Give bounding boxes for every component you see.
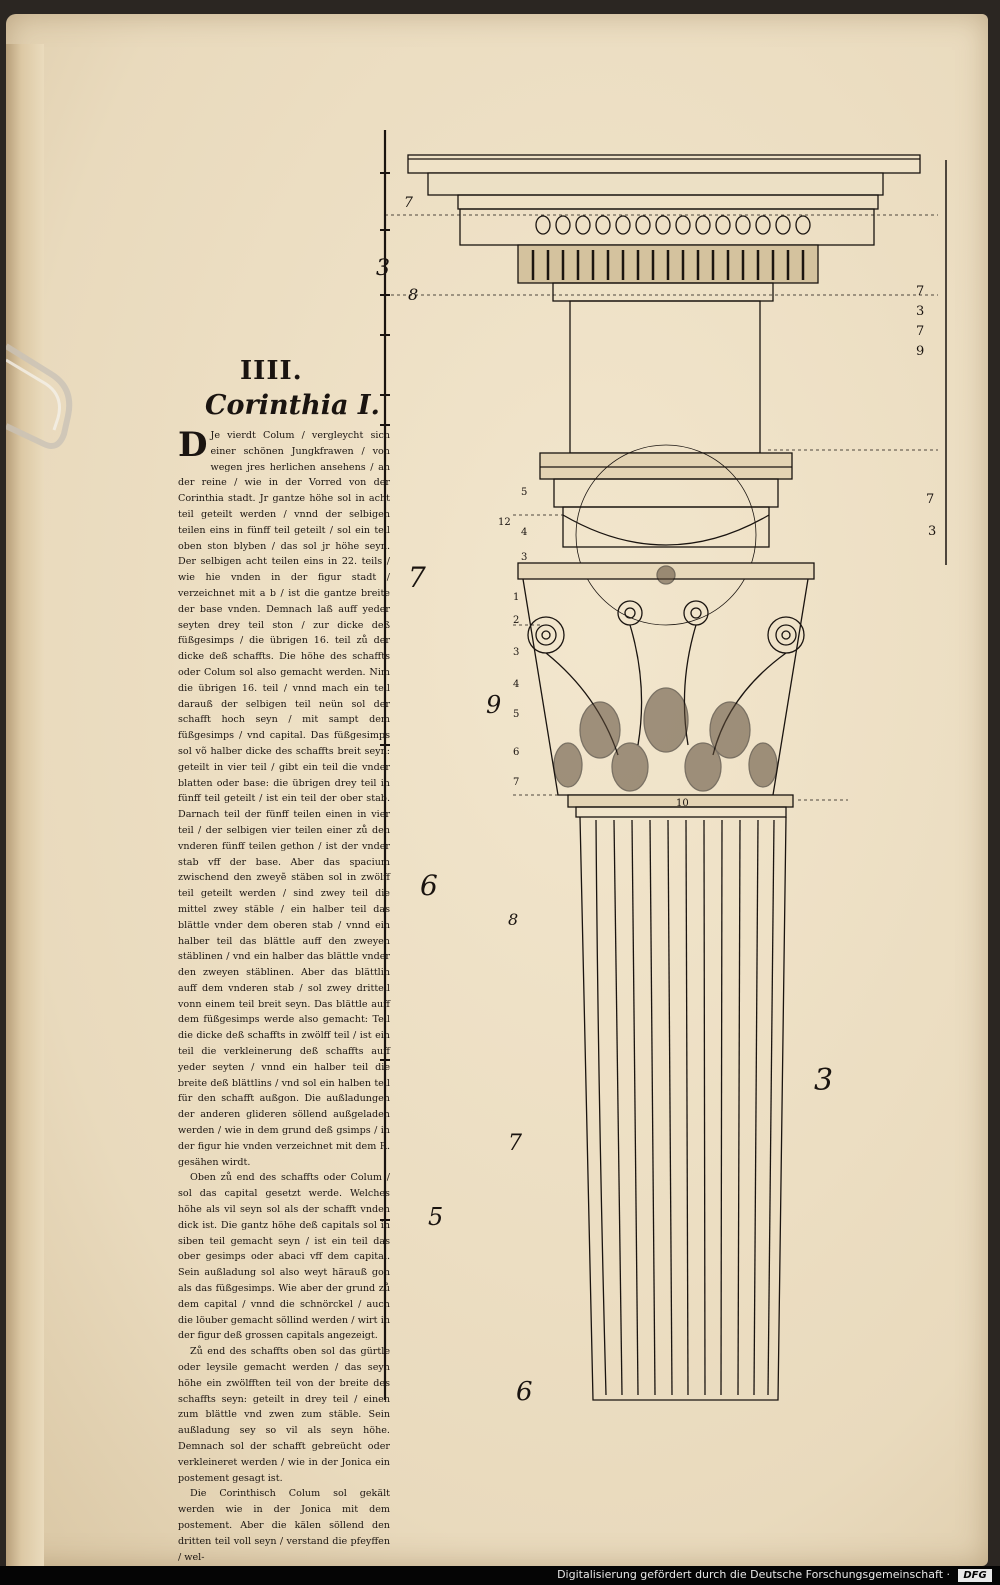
capital-label-6: 6 xyxy=(513,747,520,758)
pedestal-label-5: 5 xyxy=(521,487,528,498)
paragraph-1-text: Je vierdt Colum / vergleycht sich einer schönen Jungkfrawen / von wegen jres herlichen ansehens / an der reine / wie in der Vorred von der Corinthia stadt. Jr gantze höhe sol in acht teil geteilt werden / vnnd der selbigen teilen eins in fünff teil geteilt / sol ein teil oben ston blyben / das sol jr höhe seyn. Der selbigen acht teilen eins in 22. teils / wie hie vnden in der figur stadt / verzeichnet mit a b / ist die gantze breite der base vnden. Demnach laß auff yeder seyten drey teil ston / zur dicke deß füßgesimps / die übrigen 16. teil zů der dicke deß schaffts. Die höhe des schaffts oder Colum sol also gemacht werden. Nim die übrigen 16. teil / vnnd mach ein teil darauß der selbigen teil neün sol der schafft hoch seyn / mit sampt dem füßgesimps / vnd capital. Das füßgesimps sol võ halber dicke des schaffts breit seyn: geteilt in vier teil / gibt ein teil die vnder blatten oder base: die übrigen drey teil in fünff teil geteilt / ist ein teil der ober stab. Darnach teil der fünff teilen einen in vier teil / der selbigen vier teilen einer zů den vnderen fünff teilen gethon / ist der vnder stab vff der base. Aber das spacium zwischend den zweyẽ stäben sol in zwölff teil geteilt werden / sind zwey teil die mittel zwey stäble / ein halber teil das blättle vnder dem oberen stab / vnnd ein halber teil das blättle auff den zweyen stäblinen / vnd ein halber das blättle vnder den zweyen stäblinen. Aber das blättlin auff dem vnderen stab / sol zwey dritteil vonn einem teil breit seyn. Das blättle auff dem füßgesimps werde also gemacht: Teil die dicke deß schaffts in zwölff teil / ist ein teil die verkleinerung deß schaffts auff yeder seyten / vnnd ein halber teil die breite deß blättlins / vnd sol ein halben teil für den schafft außgon. Die außladungen der anderen glideren söllend außgeladen werden / wie in dem grund deß gsimps / in der figur hie vnden verzeichnet mit dem R. gesähen wirdt. xyxy=(178,430,390,1168)
scale-label-left-1: 7 xyxy=(404,195,413,211)
scale-label-left-5: 9 xyxy=(486,691,502,719)
paragraph-4: Die Corinthisch Colum sol gekält werden wie in der Jonica mit dem postement. Aber die kälen söllend den dritten teil voll seyn / verstand die pfeyffen / wel- xyxy=(178,1488,390,1563)
footer-bar xyxy=(0,1566,1000,1585)
paragraph-2: Oben zů end des schaffts oder Colum / sol das capital gesetzt werde. Welches höhe als vil seyn sol als der schafft vnden dick ist. Die gantz höhe deß capitals sol in siben teil gemacht seyn / ist ein teil das ober gesimps oder abaci vff dem capital. Sein außladung sol also weyt härauß gon als das füßgesimps. Wie aber der grund zů dem capital / vnnd die schnörckel / auch die löuber gemacht söllind werden / wirt in der figur deß grossen capitals angezeigt. xyxy=(178,1172,390,1342)
drop-cap: D xyxy=(178,425,208,465)
scale-label-right-3: 3 xyxy=(814,1063,834,1098)
page-edge-stack xyxy=(6,44,44,1574)
capital-label-3: 3 xyxy=(513,647,520,658)
capital-label-1: 1 xyxy=(513,592,520,603)
dfg-logo-icon: DFG xyxy=(958,1569,992,1582)
scale-label-left-9: 7 xyxy=(508,1131,522,1156)
scale-label-left-11: 6 xyxy=(516,1377,533,1407)
scale-label-left-4: 7 xyxy=(408,561,426,594)
scale-label-right-e: 7 xyxy=(926,492,935,507)
scale-label-right-f: 3 xyxy=(928,524,937,539)
body-text xyxy=(178,425,390,1565)
page-clip-icon xyxy=(6,326,76,456)
paragraph-1 xyxy=(178,425,390,1170)
chapter-number: IIII. xyxy=(240,356,303,386)
scale-label-right-d: 9 xyxy=(916,344,925,359)
paragraph-3: Zů end des schaffts oben sol das gürtle oder leysile gemacht werden / das seyn höhe ein zwölfften teil von der breite des schaffts seyn: geteilt in drey teil / einen zum blättle vnd zwen zum stäble. Sein außladung sey so vil als seyn höhe. Demnach sol der schafft gebreücht oder verkleineret werden / wie in der Jonica ein postement gesagt ist. xyxy=(178,1346,390,1484)
pedestal-label-12: 12 xyxy=(498,517,511,528)
corinthian-column-figure xyxy=(368,95,968,1425)
cornice xyxy=(408,155,920,301)
scale-label-left-2: 3 xyxy=(376,256,390,281)
capital-label-2: 2 xyxy=(513,615,520,626)
scale-label-right-c: 7 xyxy=(916,324,925,339)
footer-credit: Digitalisierung gefördert durch die Deutsche Forschungsgemeinschaft · xyxy=(557,1568,950,1581)
scale-label-left-10: 5 xyxy=(428,1203,444,1231)
scale-label-left-6: 6 xyxy=(420,869,438,902)
fluted-shaft xyxy=(580,817,786,1400)
capital-label-5: 5 xyxy=(513,709,520,720)
chapter-title: Corinthia I. xyxy=(205,390,380,421)
pedestal-label-3: 3 xyxy=(521,552,528,563)
capital-label-7: 7 xyxy=(513,777,520,788)
scale-label-left-7: 8 xyxy=(508,910,519,929)
pedestal xyxy=(540,445,792,625)
astragal-label-10: 10 xyxy=(676,798,689,809)
frieze-block xyxy=(570,301,760,453)
scale-label-left-3: 8 xyxy=(408,285,419,304)
capital xyxy=(518,563,814,795)
pedestal-label-4: 4 xyxy=(521,527,528,538)
capital-label-4: 4 xyxy=(513,679,520,690)
scale-label-right-b: 3 xyxy=(916,304,925,319)
scale-label-right-a: 7 xyxy=(916,284,925,299)
